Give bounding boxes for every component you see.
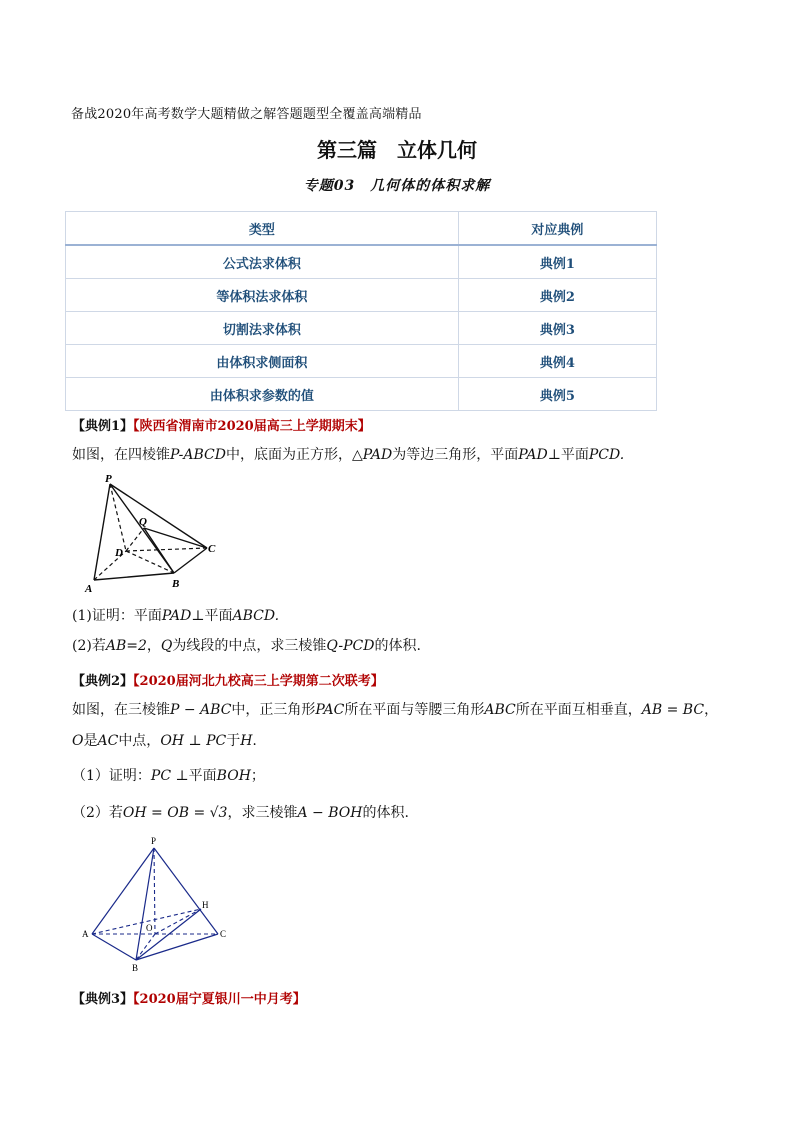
text-span: 中，正三角形 [231, 702, 316, 718]
text-span: 是 [83, 733, 98, 749]
label-a: A [85, 583, 93, 595]
math-span: AB = BC [641, 702, 705, 718]
example2-question1 [72, 766, 265, 786]
math-span: PC ⊥ [150, 768, 189, 784]
table-cell-type: 由体积求侧面积 [66, 345, 459, 378]
table-cell-example: 典例3 [458, 312, 656, 345]
example2-problem-line1 [72, 700, 732, 720]
table-cell-example: 典例5 [458, 378, 656, 411]
text-span: 于 [226, 733, 241, 749]
math-span: OH = OB = √3 [122, 805, 228, 821]
text-span: 所在平面与等腰三角形 [344, 702, 485, 718]
math-span: PAD [161, 608, 192, 624]
label-c: C [208, 543, 216, 555]
text-span: (1)证明：平面 [72, 608, 162, 624]
example1-question1 [72, 606, 279, 626]
math-span: Q-PCD [326, 638, 375, 654]
type-table [65, 211, 657, 411]
table-header-row [66, 212, 657, 246]
text-span: ； [250, 768, 265, 784]
text-span: 的体积. [362, 805, 409, 821]
text-span: 平面 [560, 447, 589, 463]
math-span: PAC [315, 702, 345, 718]
math-span: BOH [216, 768, 251, 784]
label-o: O [146, 923, 153, 933]
math-span: Q [160, 638, 173, 654]
example1-heading [72, 415, 371, 434]
math-span: O [72, 733, 84, 749]
math-span: PAD [518, 447, 548, 463]
topic-subtitle: 专题03 几何体的体积求解 [303, 178, 491, 194]
table-cell-example: 典例2 [458, 279, 656, 312]
math-span: AC [97, 733, 119, 749]
label-p: P [151, 836, 157, 846]
label-a: A [82, 929, 89, 939]
table-cell-example: 典例1 [458, 245, 656, 279]
text-span: 中，底面为正方形， [225, 447, 352, 463]
text-span: （1）证明： [72, 768, 151, 784]
math-span: P-ABCD [170, 447, 226, 463]
example2-source: 【2020届河北九校高三上学期第二次联考】 [133, 674, 384, 689]
label-b: B [132, 963, 139, 973]
text-span: 平面 [204, 608, 233, 624]
pyramid-figure-1 [80, 472, 230, 596]
example2-question2 [72, 803, 409, 823]
label-c: C [220, 929, 227, 939]
math-span: PCD. [588, 447, 625, 463]
text-span: 如图，在四棱锥 [72, 447, 170, 463]
text-span: 所在平面互相垂直， [515, 702, 642, 718]
table-cell-example: 典例4 [458, 345, 656, 378]
table-cell-type: 等体积法求体积 [66, 279, 459, 312]
example1-tag: 【典例1】 [72, 419, 134, 434]
math-span: ABC [484, 702, 516, 718]
text-span: ， [704, 702, 719, 718]
text-span: ，求三棱锥 [227, 805, 298, 821]
text-span: 为等边三角形，平面 [392, 447, 519, 463]
math-span: H [240, 733, 253, 749]
example1-source: 【陕西省渭南市2020届高三上学期期末】 [133, 419, 371, 434]
example1-problem [72, 445, 624, 465]
text-span: ， [146, 638, 161, 654]
example3-source: 【2020届宁夏银川一中月考】 [133, 992, 306, 1007]
table-header-type: 类型 [66, 212, 459, 246]
table-cell-type: 切割法求体积 [66, 312, 459, 345]
math-span: ⊥ [191, 608, 205, 624]
math-span: ⊥ [547, 447, 561, 463]
label-p: P [105, 473, 112, 485]
pyramid-figure-2 [78, 834, 238, 976]
math-span: A − BOH [297, 805, 363, 821]
table-cell-type: 由体积求参数的值 [66, 378, 459, 411]
math-span: P − ABC [170, 702, 232, 718]
label-d: D [115, 547, 123, 559]
text-span: 为线段的中点，求三棱锥 [172, 638, 327, 654]
math-span: AB=2 [105, 638, 147, 654]
text-span: . [252, 733, 257, 749]
math-span: ABCD. [232, 608, 280, 624]
math-span: OH ⊥ PC [160, 733, 227, 749]
example2-problem-line2 [72, 731, 257, 751]
table-row [66, 345, 657, 378]
text-span: 中点， [118, 733, 161, 749]
example3-heading [72, 988, 306, 1007]
table-cell-type: 公式法求体积 [66, 245, 459, 279]
document-header: 备战2020年高考数学大题精做之解答题题型全覆盖高端精品 [71, 107, 422, 122]
text-span: (2)若 [72, 638, 106, 654]
table-row [66, 378, 657, 411]
table-header-example: 对应典例 [458, 212, 656, 246]
example1-question2 [72, 636, 421, 656]
table-row [66, 245, 657, 279]
label-q: Q [139, 516, 147, 528]
chapter-title: 第三篇 立体几何 [317, 138, 477, 162]
text-span: （2）若 [72, 805, 123, 821]
label-b: B [172, 578, 180, 590]
table-row [66, 279, 657, 312]
table-row [66, 312, 657, 345]
example2-tag: 【典例2】 [72, 674, 134, 689]
text-span: 的体积. [374, 638, 421, 654]
text-span: 如图，在三棱锥 [72, 702, 170, 718]
math-span: △PAD [351, 447, 393, 463]
text-span: 平面 [188, 768, 217, 784]
label-h: H [202, 900, 209, 910]
example2-heading [72, 670, 384, 689]
example3-tag: 【典例3】 [72, 992, 134, 1007]
